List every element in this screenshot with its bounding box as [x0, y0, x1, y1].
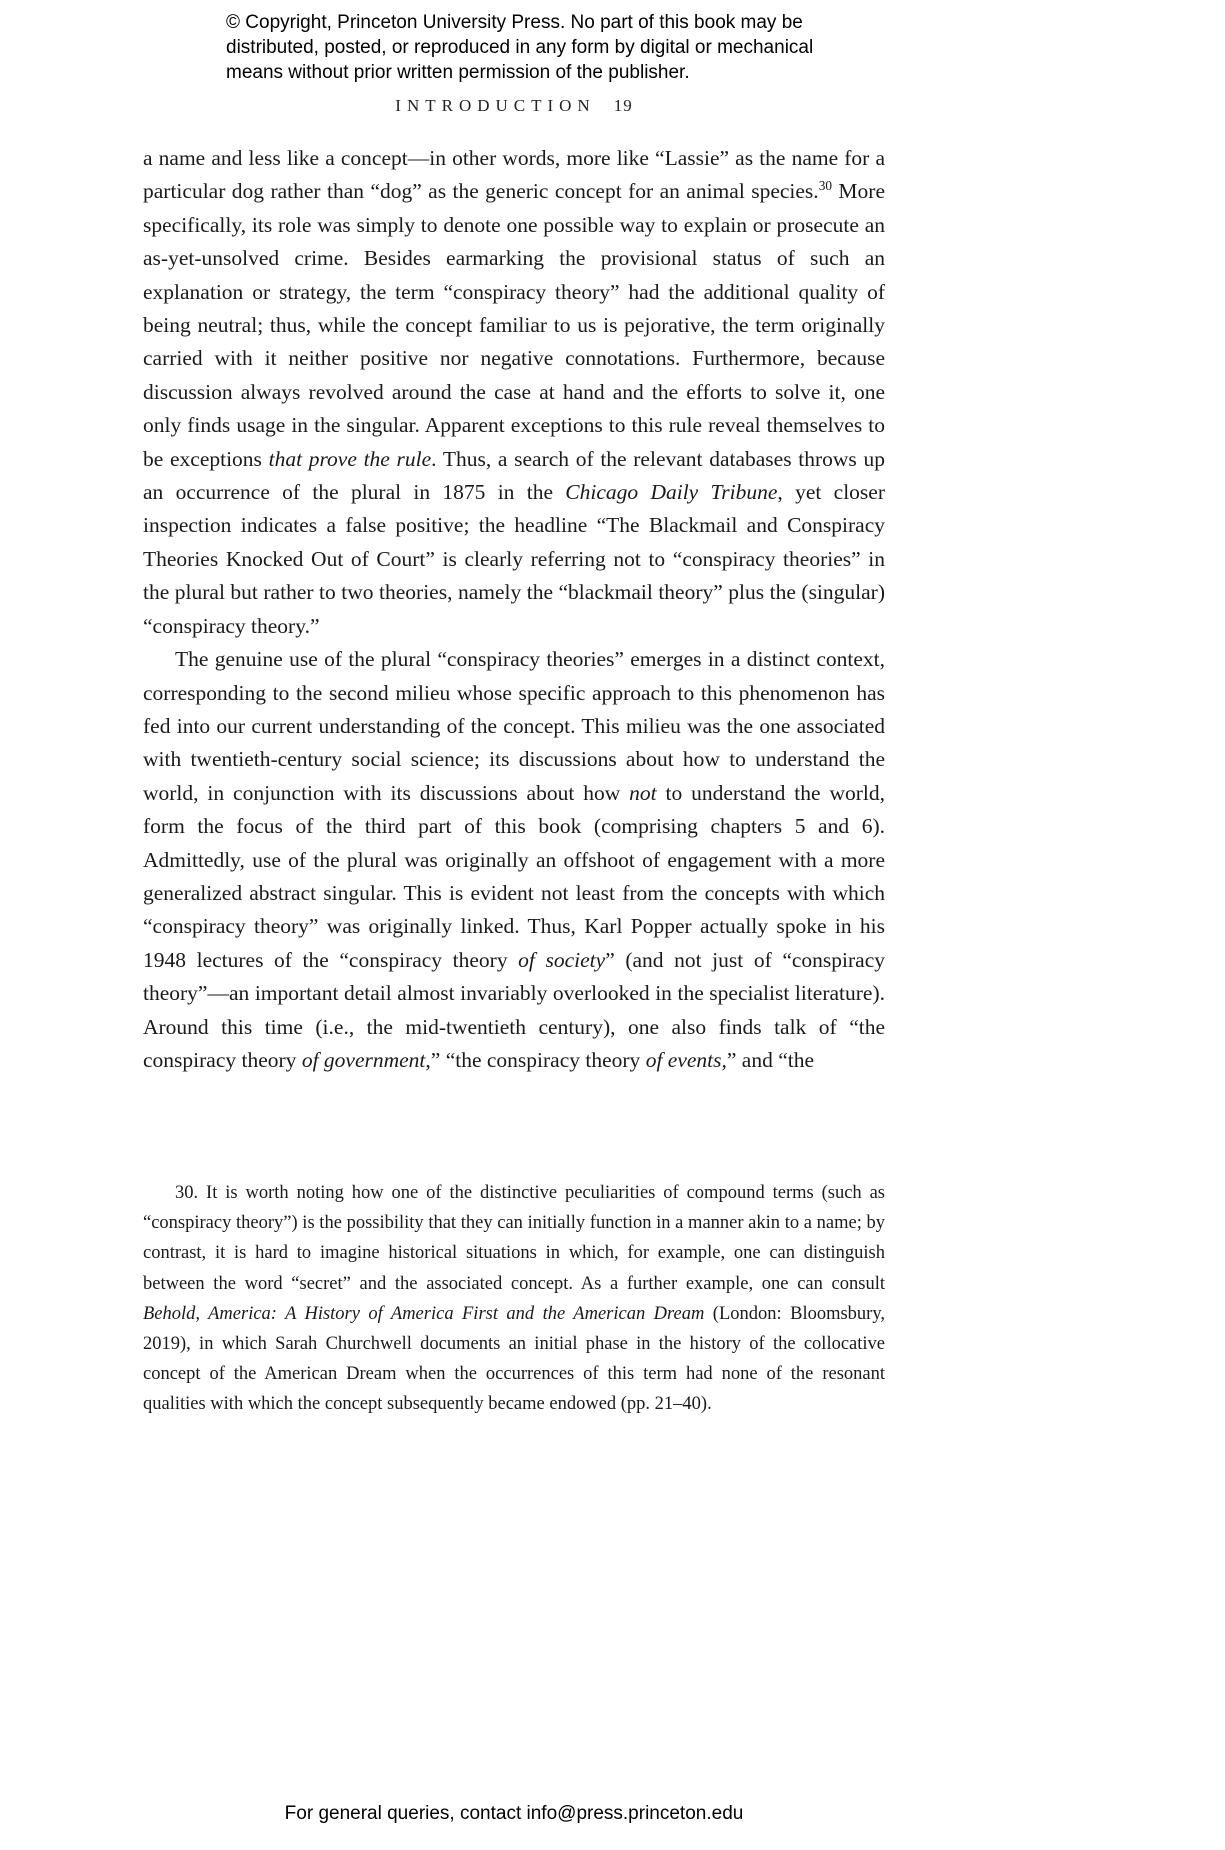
chapter-title: INTRODUCTION	[395, 96, 596, 115]
copyright-notice	[226, 10, 846, 85]
copyright-line-1: © Copyright, Princeton University Press. No part of this book may be	[226, 12, 803, 33]
body-paragraph-2: The genuine use of the plural “conspiracy theories” emerges in a distinct context, corresponding to the second milieu whose specific approach to this phenomenon has fed into our current understanding of the concept. This milieu was the one associated with twentieth-century social science; its discussions about how to understand the world, in conjunction with its discussions about how not to understand the world, form the focus of the third part of this book (comprising chapters 5 and 6). Admittedly, use of the plural was originally an offshoot of engagement with a more generalized abstract singular. This is evident not least from the concepts with which “conspiracy theory” was originally linked. Thus, Karl Popper actually spoke in his 1948 lectures of the “conspiracy theory of society” (and not just of “conspiracy theory”—an important detail almost invariably overlooked in the specialist literature). Around this time (i.e., the mid-twentieth century), one also finds talk of “the conspiracy theory of government,” “the conspiracy theory of events,” and “the	[143, 647, 885, 1072]
body-text	[143, 142, 885, 1077]
running-head	[143, 96, 885, 116]
footer-contact: For general queries, contact info@press.princeton.edu	[284, 1803, 744, 1824]
page-number: 19	[613, 96, 633, 115]
body-paragraph-1: a name and less like a concept—in other words, more like “Lassie” as the name for a particular dog rather than “dog” as the generic concept for an animal species.$^{30}$ More specifically, its role was simply to denote one possible way to explain or prosecute an as-yet-unsolved crime. Besides earmarking the provisional status of such an explanation or strategy, the term “conspiracy theory” had the additional quality of being neutral; thus, while the concept familiar to us is pejorative, the term originally carried with it neither positive nor negative connotations. Furthermore, because discussion always revolved around the case at hand and the efforts to solve it, one only finds usage in the singular. Apparent exceptions to this rule reveal themselves to be exceptions that prove the rule. Thus, a search of the relevant databases throws up an occurrence of the plural in 1875 in the Chicago Daily Tribune, yet closer inspection indicates a false positive; the headline “The Blackmail and Conspiracy Theories Knocked Out of Court” is clearly referring not to “conspiracy theories” in the plural but rather to two theories, namely the “blackmail theory” plus the (singular) “conspiracy theory.”	[143, 146, 885, 638]
footnote-30: 30. It is worth noting how one of the distinctive peculiarities of compound terms (such as “conspiracy theory”) is the possibility that they can initially function in a manner akin to a name; by contrast, it is hard to imagine historical situations in which, for example, one can distinguish between the word “secret” and the associated concept. As a further example, one can consult Behold, America: A History of America First and the American Dream (London: Bloomsbury, 2019), in which Sarah Churchwell documents an initial phase in the history of the collocative concept of the American Dream when the occurrences of this term had none of the resonant qualities with which the concept subsequently became endowed (pp. 21–40).	[143, 1183, 886, 1415]
copyright-line-2: distributed, posted, or reproduced in any form by digital or mechanical	[226, 37, 814, 58]
copyright-line-3: means without prior written permission of the publisher.	[226, 62, 690, 83]
